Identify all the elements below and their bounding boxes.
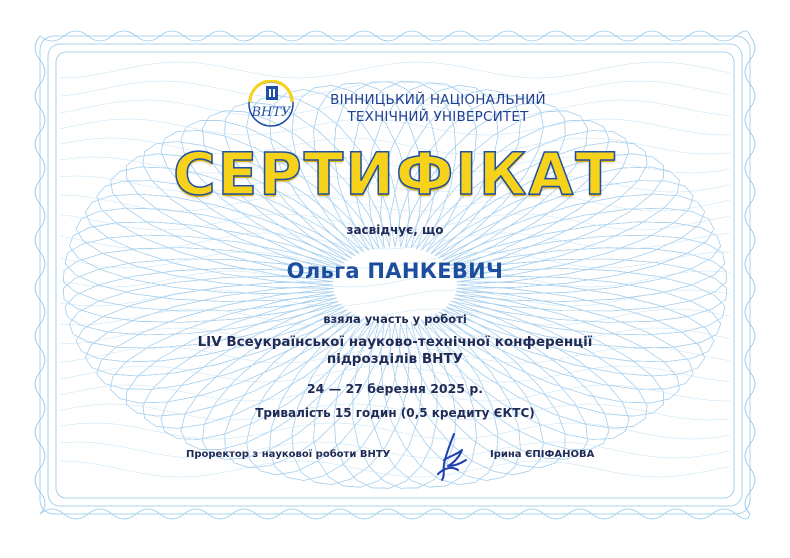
conference-dates: 24 — 27 березня 2025 р. [306, 381, 484, 396]
participation-text: взяла участь у роботі [323, 312, 467, 326]
university-logo [236, 80, 306, 128]
logo-text: ВНТУ [251, 105, 291, 120]
certificate-title: СЕРТИФІКАТ [173, 140, 617, 208]
university-name [318, 92, 558, 126]
wave-line [60, 442, 730, 458]
handwritten-signature [432, 430, 470, 482]
wave-line [60, 62, 730, 78]
recipient-name: Ольга ПАНКЕВИЧ [286, 259, 504, 283]
certifies-text: засвідчує, що [346, 223, 444, 237]
duration-text: Тривалість 15 годин (0,5 кредиту ЄКТС) [255, 406, 535, 420]
conference-title [0, 334, 790, 368]
signatory-name: Ірина ЄПІФАНОВА [490, 449, 595, 460]
university-name-line2: ТЕХНІЧНИЙ УНІВЕРСИТЕТ [347, 109, 529, 125]
wave-line [60, 423, 730, 439]
wave-line [60, 461, 730, 477]
conference-line1: LIV Всеукраїнської науково-технічної конференції [197, 334, 593, 350]
signatory-title: Проректор з наукової роботи ВНТУ [186, 449, 391, 460]
university-name-line1: ВІННИЦЬКИЙ НАЦІОНАЛЬНИЙ [330, 92, 546, 108]
conference-line2: підрозділів ВНТУ [326, 351, 464, 367]
